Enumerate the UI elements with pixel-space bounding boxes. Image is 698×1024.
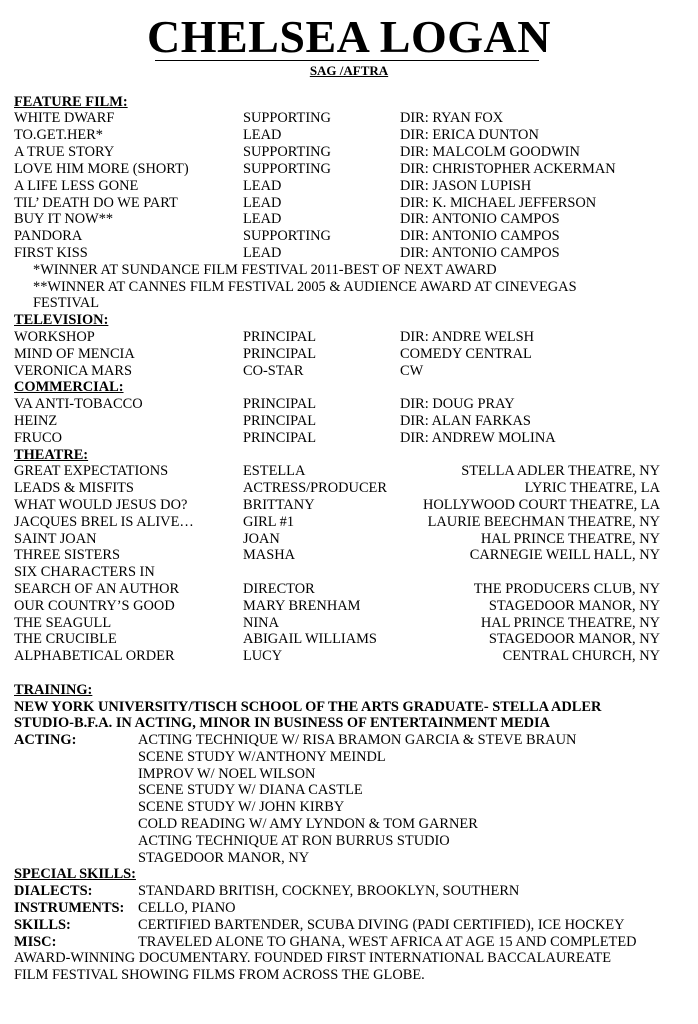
- credit-role: LUCY: [243, 648, 283, 664]
- credit-role: PRINCIPAL: [243, 413, 317, 429]
- credit-title: VA ANTI-TOBACCO: [14, 396, 143, 412]
- credit-role: GIRL #1: [243, 514, 295, 530]
- training-item: SCENE STUDY W/ JOHN KIRBY: [138, 799, 345, 815]
- credit-director: DIR: ANTONIO CAMPOS: [400, 211, 560, 227]
- credit-role: PRINCIPAL: [243, 346, 317, 362]
- section-heading-theatre: THEATRE:: [14, 447, 89, 463]
- credit-title: A TRUE STORY: [14, 144, 115, 160]
- credit-title: FIRST KISS: [14, 245, 88, 261]
- credit-role: PRINCIPAL: [243, 430, 317, 446]
- credit-director: DIR: ANTONIO CAMPOS: [400, 245, 560, 261]
- dialects-value: STANDARD BRITISH, COCKNEY, BROOKLYN, SOUTHERN: [138, 883, 520, 899]
- training-item: IMPROV W/ NOEL WILSON: [138, 766, 316, 782]
- training-item: STAGEDOOR MANOR, NY: [138, 850, 310, 866]
- credit-director: DIR: K. MICHAEL JEFFERSON: [400, 195, 597, 211]
- training-item: SCENE STUDY W/ DIANA CASTLE: [138, 782, 363, 798]
- credit-venue: CARNEGIE WEILL HALL, NY: [469, 547, 660, 563]
- credit-director: DIR: DOUG PRAY: [400, 396, 515, 412]
- credit-title: TIL’ DEATH DO WE PART: [14, 195, 178, 211]
- education-line: NEW YORK UNIVERSITY/TISCH SCHOOL OF THE ARTS GRADUATE- STELLA ADLER: [14, 699, 602, 715]
- training-item: COLD READING W/ AMY LYNDON & TOM GARNER: [138, 816, 478, 832]
- credit-director: DIR: ANDREW MOLINA: [400, 430, 556, 446]
- credit-venue: LAURIE BEECHMAN THEATRE, NY: [427, 514, 660, 530]
- credit-venue: STAGEDOOR MANOR, NY: [488, 598, 660, 614]
- credit-title: A LIFE LESS GONE: [14, 178, 139, 194]
- training-item: SCENE STUDY W/ANTHONY MEINDL: [138, 749, 386, 765]
- credit-role: DIRECTOR: [243, 581, 315, 597]
- credit-venue: CENTRAL CHURCH, NY: [502, 648, 660, 664]
- acting-label: ACTING:: [14, 732, 77, 748]
- credit-venue: HAL PRINCE THEATRE, NY: [480, 615, 660, 631]
- credit-venue: HAL PRINCE THEATRE, NY: [480, 531, 660, 547]
- credit-title: LOVE HIM MORE (SHORT): [14, 161, 189, 177]
- credit-title: ALPHABETICAL ORDER: [14, 648, 175, 664]
- credit-role: JOAN: [243, 531, 280, 547]
- award-note: **WINNER AT CANNES FILM FESTIVAL 2005 & AUDIENCE AWARD AT CINEVEGAS: [33, 279, 577, 295]
- credit-title: OUR COUNTRY’S GOOD: [14, 598, 175, 614]
- section-heading-training: TRAINING:: [14, 682, 93, 698]
- credit-title: TO.GET.HER*: [14, 127, 103, 143]
- credit-title: THE SEAGULL: [14, 615, 112, 631]
- name-underline: [155, 60, 539, 61]
- union-affiliation: [0, 63, 698, 79]
- credit-title: BUY IT NOW**: [14, 211, 114, 227]
- credit-title: JACQUES BREL IS ALIVE…: [14, 514, 194, 530]
- credit-role: BRITTANY: [243, 497, 315, 513]
- credit-role: ESTELLA: [243, 463, 306, 479]
- credit-venue: THE PRODUCERS CLUB, NY: [473, 581, 660, 597]
- credit-title: HEINZ: [14, 413, 58, 429]
- credit-director: DIR: JASON LUPISH: [400, 178, 532, 194]
- section-heading-television: TELEVISION:: [14, 312, 109, 328]
- instruments-value: CELLO, PIANO: [138, 900, 236, 916]
- training-item: ACTING TECHNIQUE AT RON BURRUS STUDIO: [138, 833, 450, 849]
- misc-value: TRAVELED ALONE TO GHANA, WEST AFRICA AT AGE 15 AND COMPLETED: [138, 934, 637, 950]
- dialects-label: DIALECTS:: [14, 883, 93, 899]
- credit-title: MIND OF MENCIA: [14, 346, 135, 362]
- credit-role: PRINCIPAL: [243, 329, 317, 345]
- misc-label: MISC:: [14, 934, 57, 950]
- credit-role: NINA: [243, 615, 279, 631]
- credit-venue: LYRIC THEATRE, LA: [524, 480, 660, 496]
- credit-role: CO-STAR: [243, 363, 304, 379]
- misc-value-continued: FILM FESTIVAL SHOWING FILMS FROM ACROSS THE GLOBE.: [14, 967, 425, 983]
- credit-title: PANDORA: [14, 228, 83, 244]
- credit-role: ACTRESS/PRODUCER: [243, 480, 387, 496]
- credit-venue: STAGEDOOR MANOR, NY: [488, 631, 660, 647]
- credit-director: DIR: RYAN FOX: [400, 110, 504, 126]
- education-line: STUDIO-B.F.A. IN ACTING, MINOR IN BUSINESS OF ENTERTAINMENT MEDIA: [14, 715, 551, 731]
- section-heading-feature-film: FEATURE FILM:: [14, 94, 128, 110]
- credit-director: DIR: MALCOLM GOODWIN: [400, 144, 580, 160]
- credit-role: LEAD: [243, 211, 282, 227]
- credit-title: VERONICA MARS: [14, 363, 132, 379]
- credit-role: SUPPORTING: [243, 228, 331, 244]
- credit-title-line1: SIX CHARACTERS IN: [14, 564, 155, 580]
- credit-role: LEAD: [243, 195, 282, 211]
- credit-title: THREE SISTERS: [14, 547, 120, 563]
- credit-role: SUPPORTING: [243, 110, 331, 126]
- instruments-label: INSTRUMENTS:: [14, 900, 125, 916]
- credit-role: LEAD: [243, 245, 282, 261]
- credit-network: CW: [400, 363, 424, 379]
- skills-label: SKILLS:: [14, 917, 71, 933]
- credit-title: WORKSHOP: [14, 329, 95, 345]
- section-heading-commercial: COMMERCIAL:: [14, 379, 124, 395]
- credit-role: ABIGAIL WILLIAMS: [243, 631, 377, 647]
- training-item: ACTING TECHNIQUE W/ RISA BRAMON GARCIA & STEVE BRAUN: [138, 732, 577, 748]
- credit-role: PRINCIPAL: [243, 396, 317, 412]
- credit-role: MASHA: [243, 547, 295, 563]
- credit-director: DIR: CHRISTOPHER ACKERMAN: [400, 161, 616, 177]
- credit-title: SEARCH OF AN AUTHOR: [14, 581, 180, 597]
- actor-name: CHELSEA LOGAN: [147, 11, 551, 62]
- credit-role: LEAD: [243, 178, 282, 194]
- skills-value: CERTIFIED BARTENDER, SCUBA DIVING (PADI CERTIFIED), ICE HOCKEY: [138, 917, 625, 933]
- credit-role: LEAD: [243, 127, 282, 143]
- credit-director: DIR: ERICA DUNTON: [400, 127, 539, 143]
- award-note: *WINNER AT SUNDANCE FILM FESTIVAL 2011-BEST OF NEXT AWARD: [33, 262, 497, 278]
- credit-role: MARY BRENHAM: [243, 598, 361, 614]
- credit-role: SUPPORTING: [243, 144, 331, 160]
- credit-title: SAINT JOAN: [14, 531, 97, 547]
- credit-title: WHITE DWARF: [14, 110, 115, 126]
- credit-venue: STELLA ADLER THEATRE, NY: [461, 463, 660, 479]
- credit-network: COMEDY CENTRAL: [400, 346, 532, 362]
- credit-title: THE CRUCIBLE: [14, 631, 117, 647]
- credit-role: SUPPORTING: [243, 161, 331, 177]
- credit-title: GREAT EXPECTATIONS: [14, 463, 169, 479]
- credit-director: DIR: ANTONIO CAMPOS: [400, 228, 560, 244]
- union-text: SAG /AFTRA: [309, 63, 389, 78]
- credit-venue: HOLLYWOOD COURT THEATRE, LA: [423, 497, 660, 513]
- credit-title: LEADS & MISFITS: [14, 480, 134, 496]
- credit-title: WHAT WOULD JESUS DO?: [14, 497, 188, 513]
- section-heading-special-skills: SPECIAL SKILLS:: [14, 866, 136, 882]
- award-note-continued: FESTIVAL: [33, 295, 100, 311]
- credit-director: DIR: ALAN FARKAS: [400, 413, 531, 429]
- credit-title: FRUCO: [14, 430, 62, 446]
- misc-value-continued: AWARD-WINNING DOCUMENTARY. FOUNDED FIRST INTERNATIONAL BACCALAUREATE: [14, 950, 612, 966]
- credit-director: DIR: ANDRE WELSH: [400, 329, 535, 345]
